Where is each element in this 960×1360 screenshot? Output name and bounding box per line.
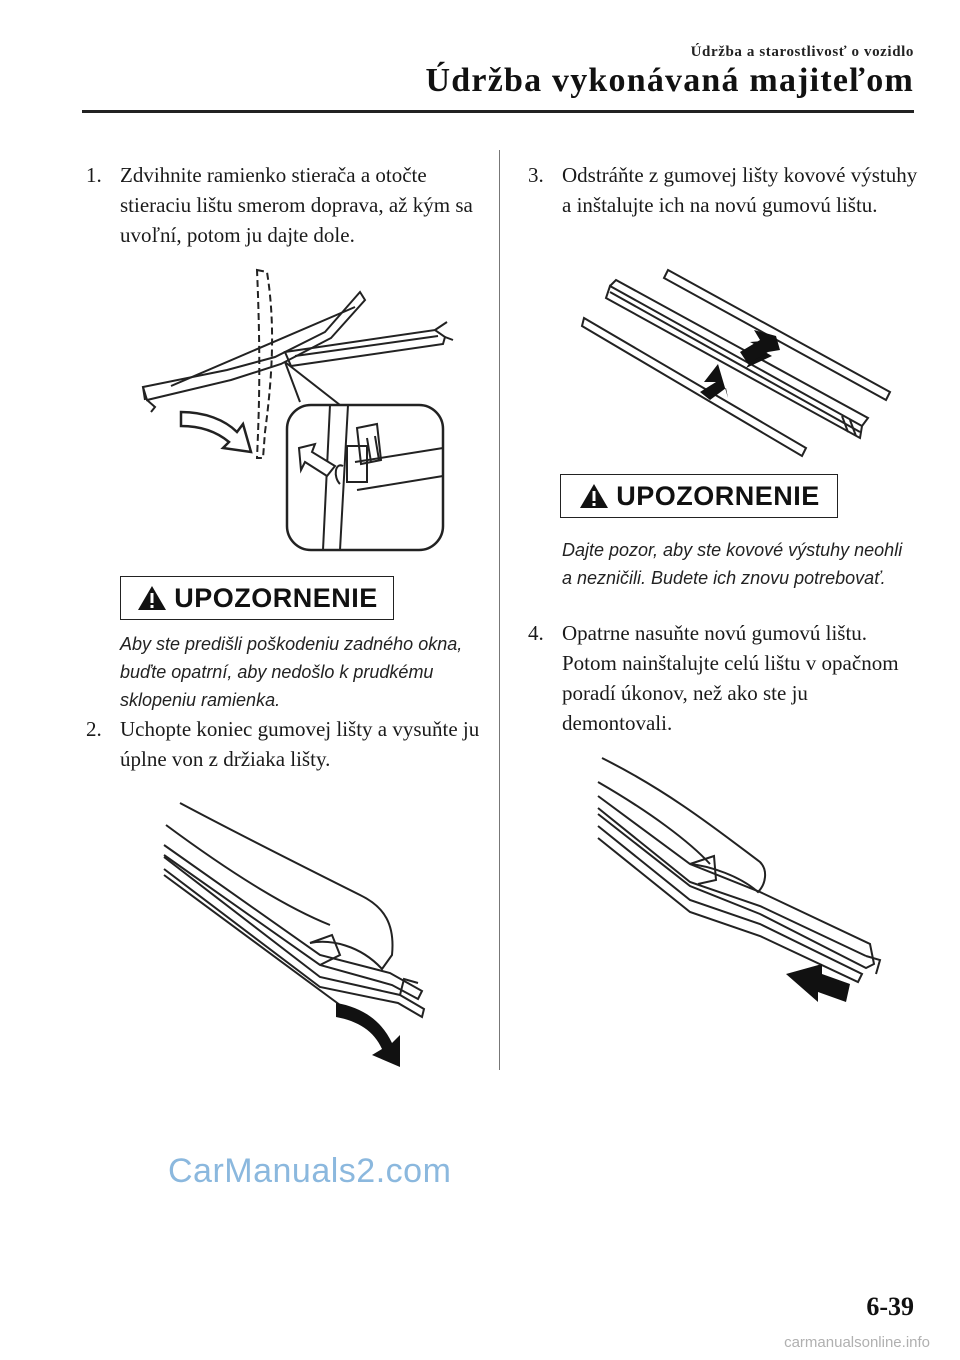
- section-label: Údržba a starostlivosť o vozidlo: [690, 44, 914, 60]
- step-3: [528, 160, 918, 220]
- page-number: 6-39: [866, 1292, 914, 1321]
- figure-blade-installation: [590, 752, 890, 1017]
- step-number: 2.: [86, 717, 102, 741]
- column-divider: [499, 150, 500, 1070]
- insert-arrow-icon: [786, 964, 850, 1002]
- rotation-arrow-icon: [181, 412, 251, 452]
- step-text: Opatrne nasuňte novú gumovú lištu. Potom nainštalujte celú lištu v opačnom poradí úkonov, než ako ste ju demontovali.: [562, 621, 899, 735]
- step-4: [528, 618, 913, 738]
- header-divider: [82, 110, 914, 113]
- page-title: Údržba vykonávaná majiteľom: [425, 62, 914, 99]
- step-text: Zdvihnite ramienko stierača a otočte stieraciu lištu smerom doprava, až kým sa uvoľní, potom ju dajte dole.: [120, 163, 473, 247]
- caution-box: [120, 576, 394, 620]
- warning-triangle-icon: [578, 482, 610, 510]
- warning-triangle-icon: [136, 584, 168, 612]
- caution-text: Dajte pozor, aby ste kovové výstuhy neohli a nezničili. Budete ich znovu potrebovať.: [562, 540, 903, 588]
- step-text: Odstráňte z gumovej lišty kovové výstuhy a inštalujte ich na novú gumovú lištu.: [562, 163, 918, 217]
- step-number: 1.: [86, 163, 102, 187]
- step-1: [86, 160, 481, 250]
- caution-label: UPOZORNENIE: [616, 480, 820, 511]
- caution-label: UPOZORNENIE: [174, 582, 378, 613]
- figure-metal-strips: [580, 268, 895, 458]
- figure-wiper-arm-rotation: [135, 262, 470, 557]
- caution-text: Aby ste predišli poškodeniu zadného okna, buďte opatrní, aby nedošlo k prudkému sklopeniu ramienka.: [120, 634, 463, 710]
- caution-box: [560, 474, 838, 518]
- slide-out-arrow-icon: [336, 1003, 400, 1067]
- step-text: Uchopte koniec gumovej lišty a vysuňte ju úplne von z držiaka lišty.: [120, 717, 480, 771]
- step-number: 4.: [528, 621, 544, 645]
- watermark: CarManuals2.com: [168, 1152, 452, 1190]
- footer-watermark: carmanualsonline.info: [784, 1334, 930, 1351]
- arrow-icon: [299, 444, 335, 476]
- arrow-icon: [700, 364, 728, 400]
- step-number: 3.: [528, 163, 544, 187]
- figure-blade-removal: [160, 795, 435, 1070]
- step-2: [86, 714, 486, 774]
